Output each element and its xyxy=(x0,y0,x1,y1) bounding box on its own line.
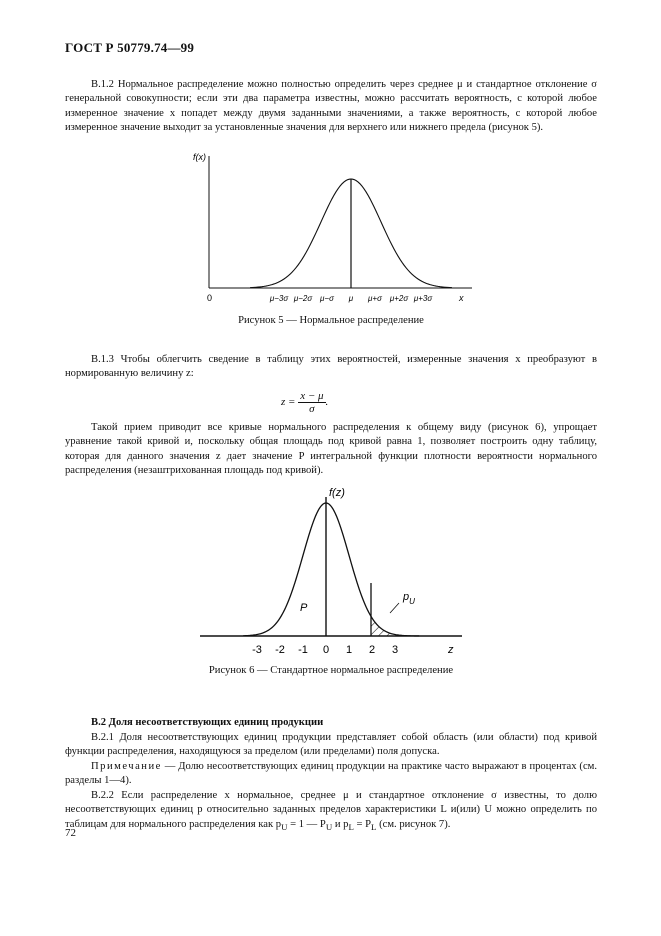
fig6-tick-label: -2 xyxy=(275,644,285,656)
formula-denominator: σ xyxy=(309,403,315,415)
paragraph-b22 xyxy=(65,789,597,834)
fig5-tick-label: μ+2σ xyxy=(389,294,409,303)
document-header: ГОСТ Р 50779.74—99 xyxy=(65,40,195,55)
formula-tail: . xyxy=(325,396,329,409)
fig5-tick-label: μ xyxy=(348,294,354,303)
fig5-tick-label: μ−σ xyxy=(320,294,334,303)
b22-sub-u: U xyxy=(281,821,288,832)
fig6-tick-label: 0 xyxy=(322,644,330,656)
fig5-tick-label: μ+3σ xyxy=(413,294,433,303)
formula-lhs: z = xyxy=(281,396,299,409)
note-label: Примечание xyxy=(91,761,162,772)
b22-sub-l2: L xyxy=(371,821,377,832)
page-number: 72 xyxy=(65,827,76,839)
fig6-tail-label: $p_U$ xyxy=(403,591,415,606)
formula-numerator: x − μ xyxy=(300,390,324,402)
fig6-area-label: P xyxy=(300,602,308,614)
figure-6-caption: Рисунок 6 — Стандартное нормальное распределение xyxy=(208,665,454,676)
fig5-x-label: x xyxy=(459,293,464,303)
b22-sub-l: L xyxy=(348,821,354,832)
paragraph-b13: В.1.3 Чтобы облегчить сведение в таблицу этих вероятностей, измеренные значения x преобразуют в нормированную величину z: xyxy=(65,354,597,380)
fig5-tick-label: μ−3σ xyxy=(269,294,289,303)
b22-pu-eq: = 1 — P xyxy=(287,818,326,830)
fig6-tail-leader xyxy=(390,603,399,613)
figure-5-normal-distribution xyxy=(190,148,480,308)
note-text: — Долю несоответствующих единиц продукции на практике часто выражают в процентах (см. разделы 1—4). xyxy=(65,761,597,787)
fig6-bell-curve xyxy=(243,503,419,636)
b22-and: и p xyxy=(332,818,349,830)
fig5-tick-label: μ−2σ xyxy=(293,294,313,303)
fig6-tick-label: -3 xyxy=(252,644,262,656)
b22-text: В.2.2 Если распределение x нормальное, среднее μ и стандартное отклонение σ известны, то долю несоответствующих единиц p относительно заданных пределов характеристики L и(или) U можно определить по таблицам для нормального распределения как p xyxy=(65,790,597,830)
fig5-tick-label: μ+σ xyxy=(368,294,382,303)
b22-end: (см. рисунок 7). xyxy=(376,818,451,830)
figure-5-caption: Рисунок 5 — Нормальное распределение xyxy=(238,315,424,326)
formula-z xyxy=(281,390,328,415)
fig6-tick-label: 2 xyxy=(368,644,376,656)
fig6-tick-label: 3 xyxy=(391,644,399,656)
note-paragraph xyxy=(65,760,597,789)
b22-pl-eq: = P xyxy=(353,818,372,830)
b22-sub-u2: U xyxy=(325,821,333,832)
paragraph-b21: В.2.1 Доля несоответствующих единиц продукции представляет собой область (или области) под кривой функции распределения, находящуюся за пределом (или пределами) поля допуска. xyxy=(65,732,597,758)
paragraph-b12: В.1.2 Нормальное распределение можно полностью определить через среднее μ и стандартное отклонение σ генеральной совокупности; если эти два параметра известны, можно рассчитать вероятность, с которой любое измеренное значение x попадет между двумя заданными значениями, а также вероятность, с которой любое измеренное значение выходит за установленные значения для верхнего или нижнего предела (рисунок 5). xyxy=(65,79,597,134)
paragraph-b13-continued: Такой прием приводит все кривые нормального распределения к общему виду (рисунок 6), упрощает уравнение такой кривой и, поскольку общая площадь под кривой равна 1, позволяет построить одну таблицу, которая для данного значения z дает значение P интегральной функции плотности вероятности нормального распределения (незаштрихованная площадь под кривой). xyxy=(65,422,597,477)
fig5-origin-label: 0 xyxy=(207,293,213,303)
section-heading-b2: В.2 Доля несоответствующих единиц продукции xyxy=(91,717,324,728)
fig6-y-label: f(z) xyxy=(329,487,345,499)
fig6-x-label: z xyxy=(448,644,454,656)
fig6-tick-label: -1 xyxy=(298,644,308,656)
fig5-y-label: f(x) xyxy=(193,152,206,162)
fig6-tick-label: 1 xyxy=(345,644,353,656)
figure-6-standard-normal xyxy=(200,483,470,658)
